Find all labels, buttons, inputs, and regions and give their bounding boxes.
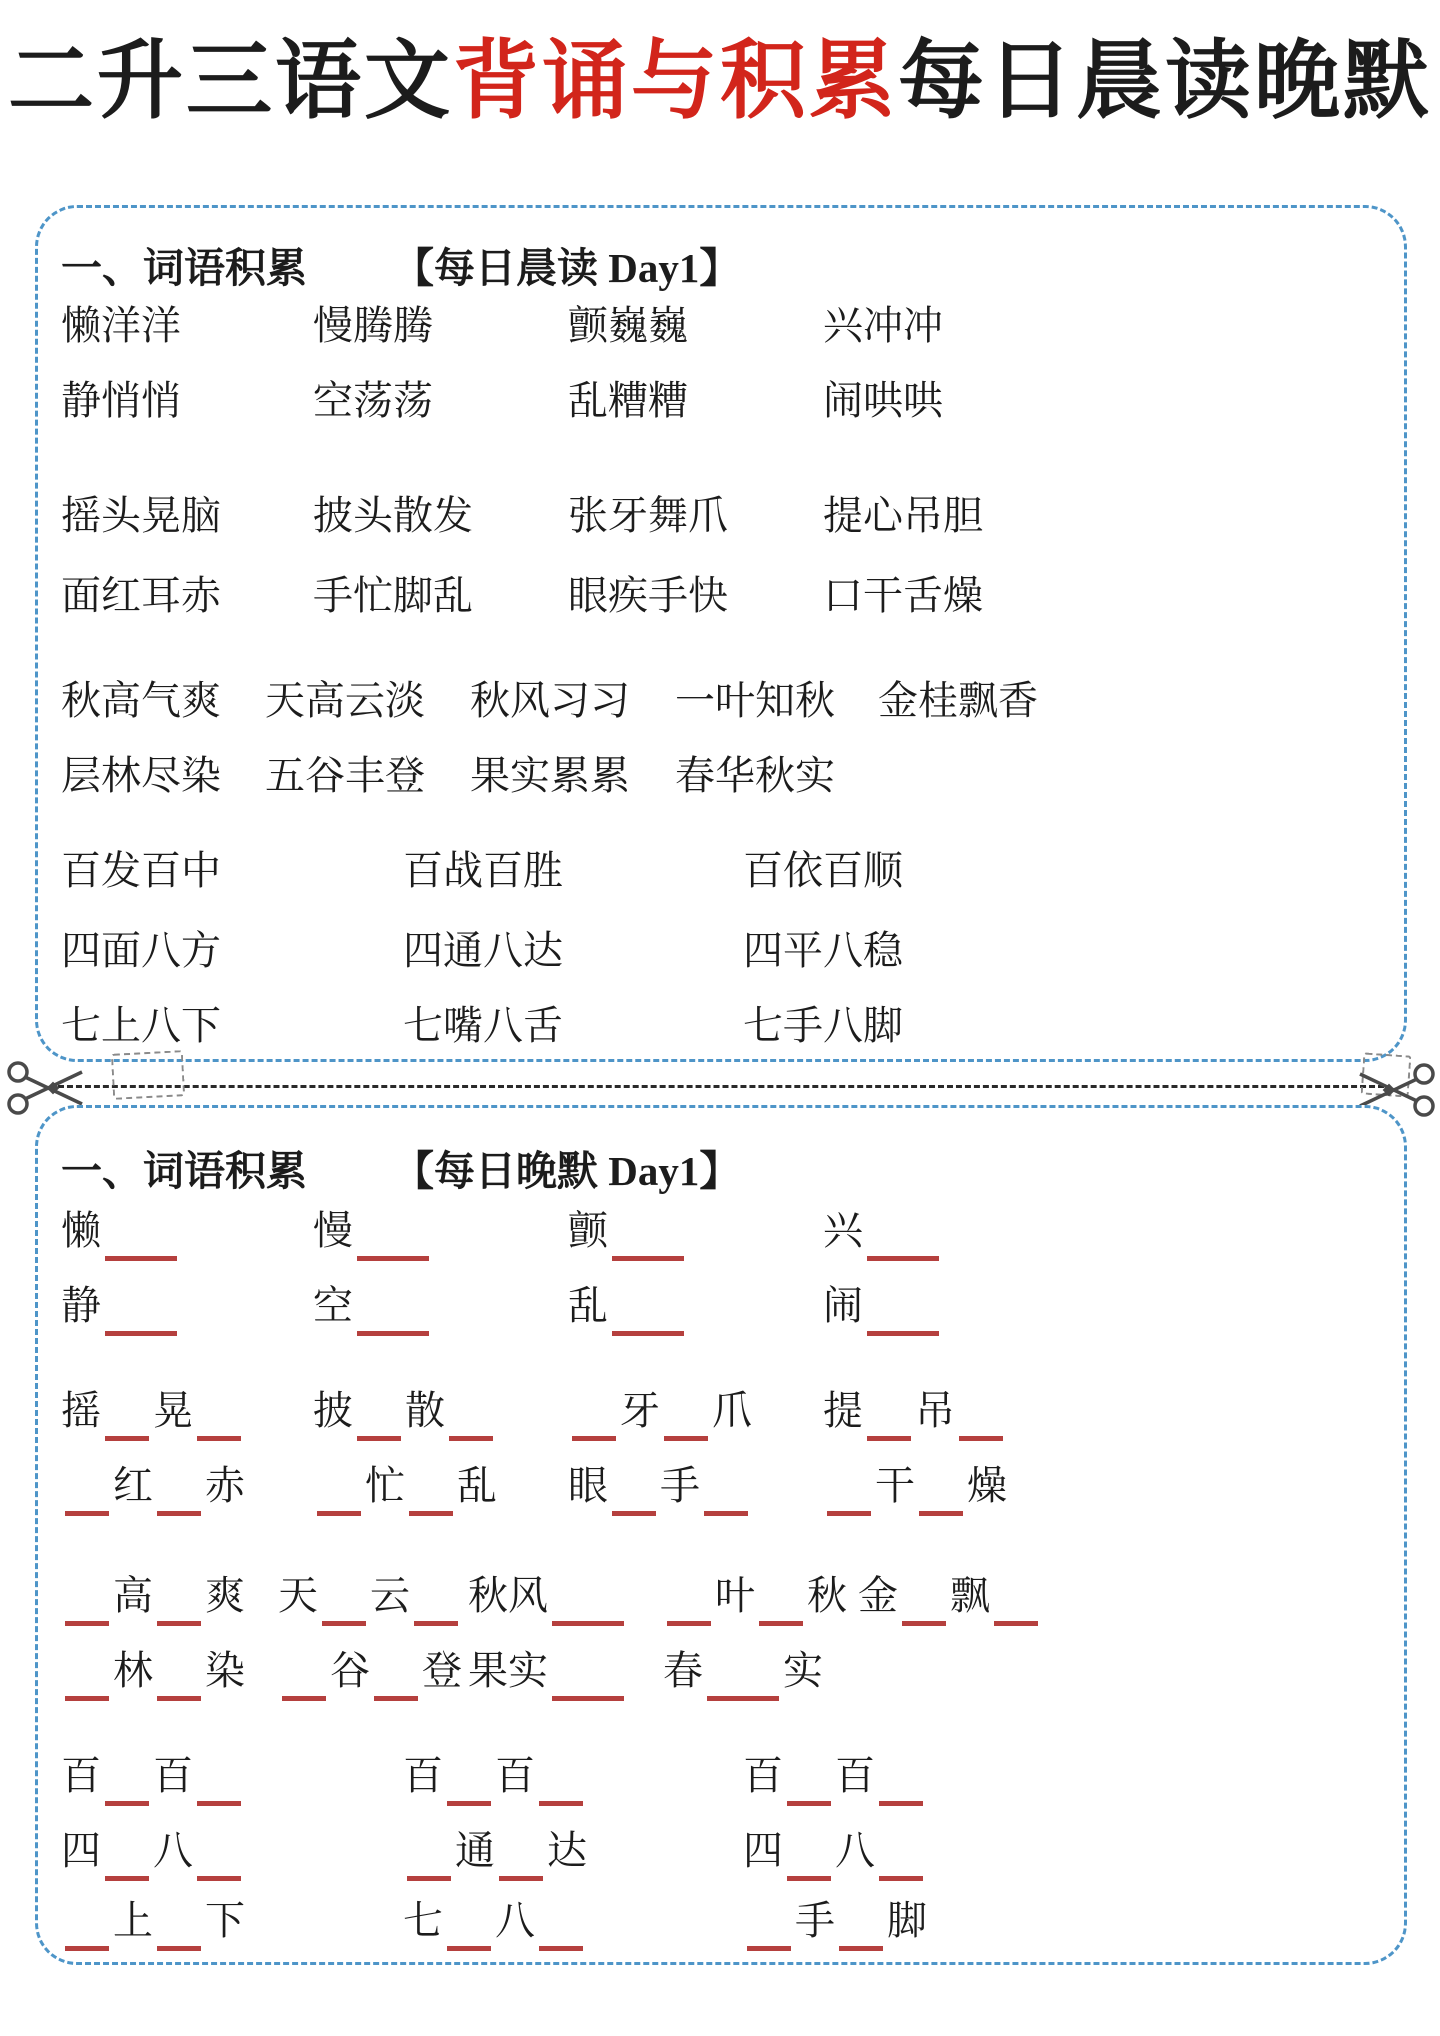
- word-text: 果实累累: [470, 753, 630, 798]
- word-item: [265, 678, 425, 724]
- word-item: [470, 678, 630, 724]
- fill-blank-item: [61, 1573, 245, 1619]
- word-item: [675, 678, 835, 724]
- word-text: 五谷丰登: [265, 753, 425, 798]
- word-text: 手: [795, 1898, 835, 1943]
- word-text: 爪: [712, 1388, 752, 1433]
- word-text: 百: [495, 1753, 535, 1798]
- section1-heading: 一、词语积累: [61, 245, 307, 291]
- word-item: [823, 378, 943, 424]
- word-item: [61, 753, 221, 799]
- word-text: 摇头晃脑: [61, 493, 221, 538]
- fill-blank-item: [823, 1463, 1007, 1509]
- section2-word-rows: [38, 1108, 1404, 1962]
- word-text: 眼: [568, 1463, 608, 1508]
- answer-blank: [197, 1876, 241, 1881]
- word-row: [38, 678, 1404, 734]
- fill-blank-item: [743, 1898, 927, 1944]
- fill-blank-item: [823, 1388, 1007, 1434]
- fill-blank-item: [61, 1208, 181, 1254]
- word-text: 慢: [313, 1208, 353, 1253]
- word-row: [38, 1898, 1404, 1954]
- word-text: 四面八方: [61, 928, 221, 973]
- word-text: 通: [455, 1828, 495, 1873]
- word-text: 一叶知秋: [675, 678, 835, 723]
- word-row: [38, 1648, 1404, 1704]
- word-row: [38, 378, 1404, 434]
- answer-blank: [322, 1621, 366, 1626]
- word-text: 干: [875, 1463, 915, 1508]
- word-text: 兴: [823, 1208, 863, 1253]
- answer-blank: [105, 1801, 149, 1806]
- answer-blank: [759, 1621, 803, 1626]
- answer-blank: [747, 1946, 791, 1951]
- answer-blank: [157, 1696, 201, 1701]
- word-text: 眼疾手快: [568, 573, 728, 618]
- word-row: [38, 493, 1404, 549]
- answer-blank: [499, 1876, 543, 1881]
- word-text: 飘: [950, 1573, 990, 1618]
- word-text: 林: [113, 1648, 153, 1693]
- fill-blank-item: [468, 1573, 628, 1619]
- word-text: 懒洋洋: [61, 303, 181, 348]
- word-text: 染: [205, 1648, 245, 1693]
- word-item: [823, 573, 983, 619]
- word-text: 下: [205, 1898, 245, 1943]
- fill-blank-item: [403, 1898, 587, 1944]
- answer-blank: [959, 1436, 1003, 1441]
- word-text: 实: [783, 1648, 823, 1693]
- word-row: [38, 303, 1404, 359]
- title-part-black-2: 每日晨读晚默: [898, 33, 1432, 129]
- word-text: 四平八稳: [743, 928, 903, 973]
- answer-blank: [552, 1696, 624, 1701]
- answer-blank: [449, 1436, 493, 1441]
- word-text: 慢腾腾: [313, 303, 433, 348]
- page-title: [0, 34, 1440, 129]
- word-text: 四通八达: [403, 928, 563, 973]
- cut-mark-square: [111, 1050, 185, 1100]
- section1-banner: 【每日晨读 Day1】: [393, 245, 741, 291]
- fill-blank-item: [61, 1388, 245, 1434]
- answer-blank: [827, 1511, 871, 1516]
- answer-blank: [572, 1436, 616, 1441]
- word-text: 红: [113, 1463, 153, 1508]
- answer-blank: [664, 1436, 708, 1441]
- word-text: 七: [403, 1898, 443, 1943]
- word-text: 层林尽染: [61, 753, 221, 798]
- answer-blank: [707, 1696, 779, 1701]
- answer-blank: [787, 1876, 831, 1881]
- fill-blank-item: [743, 1828, 927, 1874]
- word-item: [313, 573, 473, 619]
- answer-blank: [65, 1511, 109, 1516]
- word-row: [38, 573, 1404, 629]
- answer-blank: [357, 1331, 429, 1336]
- word-row: [38, 753, 1404, 809]
- answer-blank: [374, 1696, 418, 1701]
- answer-blank: [612, 1511, 656, 1516]
- fill-blank-item: [61, 1283, 181, 1329]
- answer-blank: [65, 1621, 109, 1626]
- fill-blank-item: [313, 1463, 497, 1509]
- answer-blank: [552, 1621, 624, 1626]
- answer-blank: [157, 1511, 201, 1516]
- answer-blank: [612, 1256, 684, 1261]
- word-item: [878, 678, 1038, 724]
- word-text: 秋风: [468, 1573, 548, 1618]
- word-item: [61, 493, 221, 539]
- word-text: 兴冲冲: [823, 303, 943, 348]
- word-text: 百: [403, 1753, 443, 1798]
- word-text: 果实: [468, 1648, 548, 1693]
- answer-blank: [65, 1946, 109, 1951]
- morning-reading-box: [35, 205, 1407, 1062]
- word-text: 爽: [205, 1573, 245, 1618]
- word-text: 乱糟糟: [568, 378, 688, 423]
- word-text: 金桂飘香: [878, 678, 1038, 723]
- section1-word-rows: [38, 208, 1404, 1059]
- word-item: [61, 848, 221, 894]
- fill-blank-item: [468, 1648, 628, 1694]
- word-text: 百: [61, 1753, 101, 1798]
- word-row: [38, 1283, 1404, 1339]
- word-text: 七上八下: [61, 1003, 221, 1048]
- word-text: 静悄悄: [61, 378, 181, 423]
- fill-blank-item: [313, 1208, 433, 1254]
- word-item: [823, 303, 943, 349]
- word-text: 乱: [568, 1283, 608, 1328]
- word-text: 登: [422, 1648, 462, 1693]
- word-text: 百: [743, 1753, 783, 1798]
- word-text: 闹: [823, 1283, 863, 1328]
- word-text: 秋高气爽: [61, 678, 221, 723]
- word-text: 颤: [568, 1208, 608, 1253]
- answer-blank: [357, 1436, 401, 1441]
- word-text: 乱: [457, 1463, 497, 1508]
- word-text: 摇: [61, 1388, 101, 1433]
- fill-blank-item: [61, 1898, 245, 1944]
- fill-blank-item: [858, 1573, 1042, 1619]
- answer-blank: [105, 1256, 177, 1261]
- word-text: 静: [61, 1283, 101, 1328]
- fill-blank-item: [61, 1648, 245, 1694]
- word-row: [38, 1463, 1404, 1519]
- word-text: 脚: [887, 1898, 927, 1943]
- word-item: [568, 493, 728, 539]
- word-item: [61, 303, 181, 349]
- answer-blank: [539, 1946, 583, 1951]
- answer-blank: [282, 1696, 326, 1701]
- word-item: [823, 493, 983, 539]
- word-text: 颤巍巍: [568, 303, 688, 348]
- answer-blank: [407, 1876, 451, 1881]
- word-text: 吊: [915, 1388, 955, 1433]
- word-text: 春: [663, 1648, 703, 1693]
- word-text: 牙: [620, 1388, 660, 1433]
- answer-blank: [414, 1621, 458, 1626]
- word-text: 面红耳赤: [61, 573, 221, 618]
- word-text: 空荡荡: [313, 378, 433, 423]
- word-text: 秋: [807, 1573, 847, 1618]
- word-text: 四: [743, 1828, 783, 1873]
- answer-blank: [317, 1511, 361, 1516]
- word-text: 八: [495, 1898, 535, 1943]
- word-text: 手忙脚乱: [313, 573, 473, 618]
- word-text: 高: [113, 1573, 153, 1618]
- word-item: [568, 573, 728, 619]
- word-item: [61, 928, 221, 974]
- word-text: 八: [153, 1828, 193, 1873]
- fill-blank-item: [61, 1828, 245, 1874]
- title-part-red: 背诵与积累: [453, 33, 898, 129]
- fill-blank-item: [743, 1753, 927, 1799]
- answer-blank: [787, 1801, 831, 1806]
- word-text: 四: [61, 1828, 101, 1873]
- word-row: [38, 1753, 1404, 1809]
- word-text: 秋风习习: [470, 678, 630, 723]
- word-text: 手: [660, 1463, 700, 1508]
- word-text: 披头散发: [313, 493, 473, 538]
- answer-blank: [867, 1256, 939, 1261]
- word-row: [38, 1388, 1404, 1444]
- word-item: [61, 1003, 221, 1049]
- answer-blank: [447, 1801, 491, 1806]
- answer-blank: [704, 1511, 748, 1516]
- word-item: [61, 678, 221, 724]
- answer-blank: [539, 1801, 583, 1806]
- word-text: 百: [835, 1753, 875, 1798]
- fill-blank-item: [568, 1208, 688, 1254]
- fill-blank-item: [568, 1283, 688, 1329]
- answer-blank: [409, 1511, 453, 1516]
- word-text: 披: [313, 1388, 353, 1433]
- fill-blank-item: [278, 1573, 462, 1619]
- fill-blank-item: [403, 1828, 587, 1874]
- word-text: 提: [823, 1388, 863, 1433]
- answer-blank: [867, 1331, 939, 1336]
- word-item: [61, 573, 221, 619]
- answer-blank: [902, 1621, 946, 1626]
- word-item: [61, 378, 181, 424]
- word-text: 张牙舞爪: [568, 493, 728, 538]
- answer-blank: [994, 1621, 1038, 1626]
- word-item: [743, 928, 903, 974]
- word-item: [313, 378, 433, 424]
- word-row: [38, 848, 1404, 904]
- answer-blank: [65, 1696, 109, 1701]
- word-item: [568, 303, 688, 349]
- fill-blank-item: [403, 1753, 587, 1799]
- word-item: [470, 753, 630, 799]
- answer-blank: [157, 1946, 201, 1951]
- answer-blank: [839, 1946, 883, 1951]
- word-item: [265, 753, 425, 799]
- word-item: [403, 1003, 563, 1049]
- word-text: 散: [405, 1388, 445, 1433]
- fill-blank-item: [823, 1208, 943, 1254]
- word-item: [313, 303, 433, 349]
- word-text: 金: [858, 1573, 898, 1618]
- answer-blank: [447, 1946, 491, 1951]
- word-text: 七手八脚: [743, 1003, 903, 1048]
- word-text: 云: [370, 1573, 410, 1618]
- word-text: 七嘴八舌: [403, 1003, 563, 1048]
- word-row: [38, 1573, 1404, 1629]
- word-text: 闹哄哄: [823, 378, 943, 423]
- word-text: 天高云淡: [265, 678, 425, 723]
- word-text: 晃: [153, 1388, 193, 1433]
- fill-blank-item: [568, 1463, 752, 1509]
- answer-blank: [105, 1876, 149, 1881]
- word-row: [38, 1828, 1404, 1884]
- answer-blank: [157, 1621, 201, 1626]
- word-text: 百: [153, 1753, 193, 1798]
- word-text: 赤: [205, 1463, 245, 1508]
- answer-blank: [105, 1331, 177, 1336]
- word-row: [38, 1208, 1404, 1264]
- word-text: 百战百胜: [403, 848, 563, 893]
- answer-blank: [867, 1436, 911, 1441]
- answer-blank: [919, 1511, 963, 1516]
- word-text: 春华秋实: [675, 753, 835, 798]
- word-text: 上: [113, 1898, 153, 1943]
- word-row: [38, 928, 1404, 984]
- section2-banner: 【每日晚默 Day1】: [393, 1148, 741, 1194]
- word-item: [568, 378, 688, 424]
- word-text: 谷: [330, 1648, 370, 1693]
- evening-dictation-box: [35, 1105, 1407, 1965]
- word-text: 叶: [715, 1573, 755, 1618]
- answer-blank: [667, 1621, 711, 1626]
- word-text: 天: [278, 1573, 318, 1618]
- fill-blank-item: [313, 1388, 497, 1434]
- word-text: 八: [835, 1828, 875, 1873]
- title-part-black-1: 二升三语文: [8, 33, 453, 129]
- word-item: [403, 928, 563, 974]
- answer-blank: [197, 1801, 241, 1806]
- fill-blank-item: [61, 1463, 245, 1509]
- word-text: 空: [313, 1283, 353, 1328]
- word-item: [313, 493, 473, 539]
- section2-heading: 一、词语积累: [61, 1148, 307, 1194]
- fill-blank-item: [663, 1648, 823, 1694]
- word-item: [743, 1003, 903, 1049]
- word-item: [675, 753, 835, 799]
- fill-blank-item: [278, 1648, 462, 1694]
- word-text: 百依百顺: [743, 848, 903, 893]
- word-text: 达: [547, 1828, 587, 1873]
- fill-blank-item: [823, 1283, 943, 1329]
- word-text: 燥: [967, 1463, 1007, 1508]
- fill-blank-item: [61, 1753, 245, 1799]
- fill-blank-item: [568, 1388, 752, 1434]
- cut-dashed-line: [58, 1085, 1384, 1088]
- word-item: [743, 848, 903, 894]
- fill-blank-item: [663, 1573, 847, 1619]
- answer-blank: [105, 1436, 149, 1441]
- answer-blank: [612, 1331, 684, 1336]
- word-text: 百发百中: [61, 848, 221, 893]
- answer-blank: [357, 1256, 429, 1261]
- word-item: [403, 848, 563, 894]
- word-text: 提心吊胆: [823, 493, 983, 538]
- answer-blank: [879, 1801, 923, 1806]
- word-text: 懒: [61, 1208, 101, 1253]
- word-row: [38, 1003, 1404, 1059]
- answer-blank: [197, 1436, 241, 1441]
- answer-blank: [879, 1876, 923, 1881]
- fill-blank-item: [313, 1283, 433, 1329]
- word-text: 忙: [365, 1463, 405, 1508]
- word-text: 口干舌燥: [823, 573, 983, 618]
